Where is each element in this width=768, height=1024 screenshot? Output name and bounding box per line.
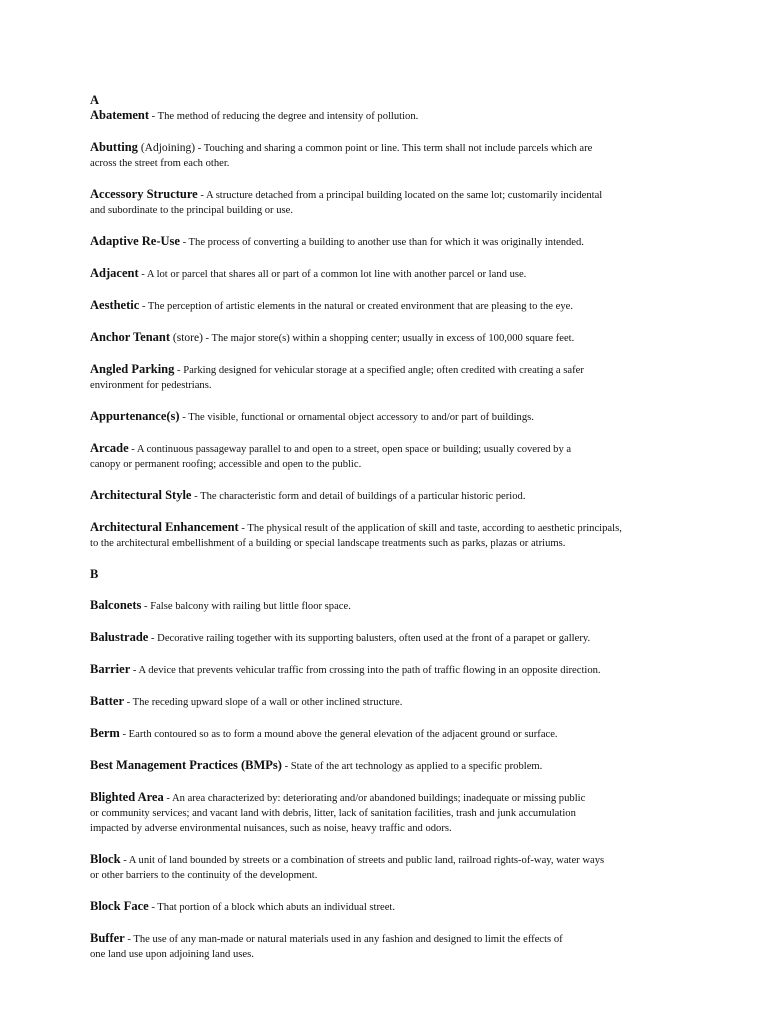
entry-first-line <box>90 234 690 250</box>
entry-definition: - Decorative railing together with its supporting balusters, often used at the front of a parapet or gallery. <box>148 633 591 644</box>
entry-first-line <box>90 758 690 774</box>
entry-first-line <box>90 298 690 314</box>
entry-term: Aesthetic <box>90 298 140 312</box>
entry-term: Arcade <box>90 441 129 455</box>
glossary-entry <box>90 520 690 551</box>
entry-first-line <box>90 630 690 646</box>
glossary-entry <box>90 108 690 124</box>
entry-definition: - An area characterized by: deteriorating and/or abandoned buildings; inadequate or missing public <box>163 793 586 804</box>
entry-first-line <box>90 726 690 742</box>
entry-first-line <box>90 108 690 124</box>
entry-definition-continuation: or community services; and vacant land with debris, litter, lack of sanitation facilities, trash and junk accumulation <box>90 808 576 819</box>
entry-definition-continuation: environment for pedestrians. <box>90 380 212 391</box>
entry-definition: - The use of any man-made or natural materials used in any fashion and designed to limit the effects of <box>124 934 563 945</box>
entry-definition: - The visible, functional or ornamental object accessory to and/or part of buildings. <box>179 412 534 423</box>
glossary-entry <box>90 298 690 314</box>
entry-first-line <box>90 694 690 710</box>
entry-term: Appurtenance(s) <box>90 409 180 423</box>
entry-definition: - The receding upward slope of a wall or other inclined structure. <box>124 697 403 708</box>
entry-definition: - State of the art technology as applied to a specific problem. <box>281 761 543 772</box>
glossary-entry <box>90 598 690 614</box>
entry-first-line <box>90 598 690 614</box>
entry-first-line <box>90 488 690 504</box>
entry-definition: - False balcony with railing but little floor space. <box>141 601 351 612</box>
entry-term: Adaptive Re-Use <box>90 234 180 248</box>
entry-definition-continuation: impacted by adverse environmental nuisances, such as noise, heavy traffic and odors. <box>90 823 452 834</box>
entry-definition-continuation: or other barriers to the continuity of the development. <box>90 870 318 881</box>
entry-definition: - The physical result of the application of skill and taste, according to aesthetic principals, <box>238 523 622 534</box>
glossary-entry <box>90 726 690 742</box>
entry-term: Buffer <box>90 931 125 945</box>
entry-qualifier: (Adjoining) <box>137 142 196 154</box>
entry-definition: - A device that prevents vehicular traffic from crossing into the path of traffic flowing in an opposite direction. <box>130 665 601 676</box>
glossary-entry <box>90 852 690 883</box>
entry-definition: - A unit of land bounded by streets or a combination of streets and public land, railroad rights-of-way, water ways <box>120 855 605 866</box>
entry-definition: - A structure detached from a principal building located on the same lot; customarily incidental <box>197 190 603 201</box>
entry-term: Balconets <box>90 598 142 612</box>
entry-definition: - The characteristic form and detail of buildings of a particular historic period. <box>191 491 526 502</box>
entry-definition: - Earth contoured so as to form a mound above the general elevation of the adjacent ground or surface. <box>119 729 558 740</box>
glossary-entry <box>90 266 690 282</box>
entry-definition: - The major store(s) within a shopping center; usually in excess of 100,000 square feet. <box>202 333 575 344</box>
entry-first-line <box>90 187 690 203</box>
entry-term: Balustrade <box>90 630 149 644</box>
entry-first-line <box>90 140 690 156</box>
entry-qualifier: (store) <box>170 332 203 344</box>
section-letter-b: B <box>90 567 99 581</box>
glossary-entry <box>90 330 690 346</box>
entry-term: Batter <box>90 694 125 708</box>
entry-definition: - The perception of artistic elements in the natural or created environment that are pleasing to the eye. <box>139 301 573 312</box>
entry-term: Architectural Style <box>90 488 192 502</box>
glossary-entry <box>90 409 690 425</box>
entry-definition: - Touching and sharing a common point or line. This term shall not include parcels which are <box>195 143 593 154</box>
entry-definition: - A continuous passageway parallel to and open to a street, open space or building; usually covered by a <box>128 444 572 455</box>
entry-definition-continuation: canopy or permanent roofing; accessible and open to the public. <box>90 459 362 470</box>
entry-term: Abutting <box>90 140 138 154</box>
entry-first-line <box>90 409 690 425</box>
glossary-entry <box>90 758 690 774</box>
entry-first-line <box>90 852 690 868</box>
glossary-entry <box>90 441 690 472</box>
entry-first-line <box>90 520 690 536</box>
glossary-page <box>90 93 690 978</box>
entry-term: Angled Parking <box>90 362 175 376</box>
glossary-entry <box>90 931 690 962</box>
glossary-entry <box>90 488 690 504</box>
entry-term: Architectural Enhancement <box>90 520 239 534</box>
entry-term: Block Face <box>90 899 149 913</box>
glossary-entry <box>90 662 690 678</box>
entry-definition: - That portion of a block which abuts an individual street. <box>148 902 396 913</box>
entry-first-line <box>90 330 690 346</box>
entry-first-line <box>90 899 690 915</box>
entry-term: Berm <box>90 726 120 740</box>
entry-term: Best Management Practices (BMPs) <box>90 758 282 772</box>
entry-definition: - A lot or parcel that shares all or part of a common lot line with another parcel or land use. <box>138 269 527 280</box>
entry-term: Barrier <box>90 662 131 676</box>
glossary-entry <box>90 362 690 393</box>
entry-term: Accessory Structure <box>90 187 198 201</box>
entry-first-line <box>90 266 690 282</box>
entry-definition: - The method of reducing the degree and intensity of pollution. <box>149 111 419 122</box>
entry-definition: - The process of converting a building to another use than for which it was originally intended. <box>179 237 584 248</box>
glossary-entry <box>90 630 690 646</box>
entry-first-line <box>90 362 690 378</box>
glossary-entry <box>90 140 690 171</box>
entry-term: Adjacent <box>90 266 139 280</box>
entry-term: Block <box>90 852 121 866</box>
entry-definition-continuation: across the street from each other. <box>90 158 230 169</box>
glossary-entry <box>90 694 690 710</box>
glossary-entry <box>90 234 690 250</box>
entry-first-line <box>90 662 690 678</box>
entry-definition: - Parking designed for vehicular storage at a specified angle; often credited with creating a safer <box>174 365 584 376</box>
entry-first-line <box>90 790 690 806</box>
entry-first-line <box>90 441 690 457</box>
entry-definition-continuation: to the architectural embellishment of a building or special landscape treatments such as parks, plazas or atriums. <box>90 538 566 549</box>
glossary-entry <box>90 899 690 915</box>
entry-definition-continuation: one land use upon adjoining land uses. <box>90 949 254 960</box>
entry-definition-continuation: and subordinate to the principal building or use. <box>90 205 294 216</box>
entry-term: Anchor Tenant <box>90 330 171 344</box>
glossary-entry <box>90 790 690 836</box>
entry-term: Abatement <box>90 108 150 122</box>
entry-term: Blighted Area <box>90 790 164 804</box>
section-letter-a: A <box>90 93 100 107</box>
glossary-entry <box>90 187 690 218</box>
entry-first-line <box>90 931 690 947</box>
